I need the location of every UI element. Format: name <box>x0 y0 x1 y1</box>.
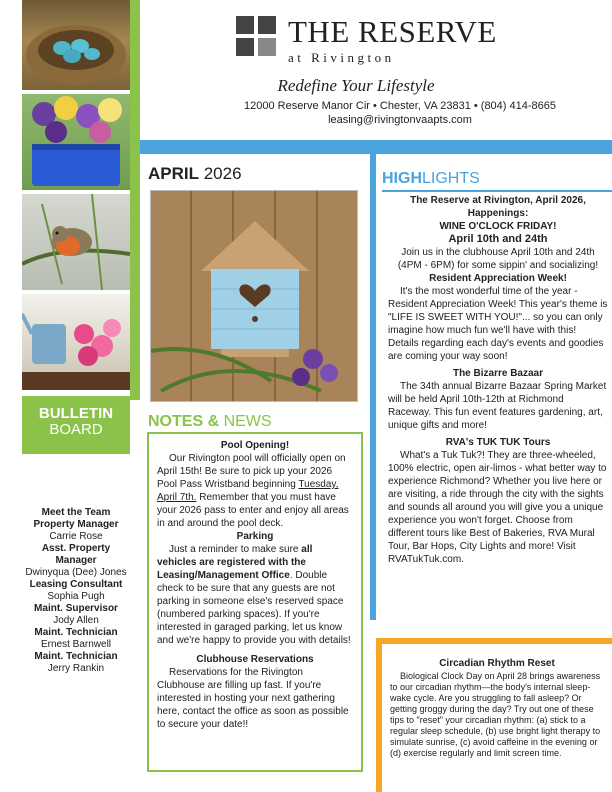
pool-date: Tuesday, April 7th. <box>157 479 339 503</box>
green-accent-strip <box>130 0 140 400</box>
pansy-pot-photo <box>22 94 130 190</box>
notes-news-box <box>147 432 363 772</box>
parking-bold-text: all vehicles are registered with the Leasing/Management Office <box>157 544 313 581</box>
clubhouse-body: Reservations for the Rivington Clubhouse are filling up fast. If you're interested in hosting your next gathering here, contact the office as soon as possible to secure your date!! <box>157 667 349 730</box>
address-line: 12000 Reserve Manor Cir • Chester, VA 23831 • (804) 414-8665 <box>243 100 556 112</box>
circadian-heading: Circadian Rhythm Reset <box>439 658 555 669</box>
parking-text-1: Just a reminder to make sure <box>169 544 302 555</box>
bulletin-line-2: BOARD <box>49 421 103 438</box>
tuk-heading: RVA's TUK TUK Tours <box>445 437 551 448</box>
bulletin-board-heading <box>22 396 130 454</box>
parking-body <box>157 543 353 647</box>
bazaar-heading: The Bizarre Bazaar <box>452 368 544 379</box>
notes-heading-a: NOTES & <box>148 413 220 430</box>
notes-heading-b: NEWS <box>219 413 272 430</box>
month-name: APRIL <box>148 164 199 183</box>
wine-body: Join us in the clubhouse April 10th and 24th (4PM - 6PM) for some sippin' and socializing! <box>397 247 599 271</box>
pool-body <box>157 452 353 530</box>
team-member-name: Carrie Rose <box>49 531 103 542</box>
month-title <box>148 164 242 184</box>
team-member-name: Jody Allen <box>53 615 99 626</box>
highlights-content <box>388 194 608 566</box>
team-list <box>22 507 130 675</box>
team-role: Asst. Property Manager <box>41 543 111 566</box>
circadian-body: Biological Clock Day on April 28 brings awareness to our circadian rhythm—the body's internal sleep-wake cycle. Are you struggling to fall asleep? Or getting groggy during the day? Try out one of these tips to "reset" your circadian rhythm: (a) stick to a regular sleep schedule, (b) use bright light therapy to simulate sunrise, (c) avoid caffeine in the evening or (d) exercise regularly and limit screen time. <box>390 671 601 758</box>
highlights-heading-b: LIGHTS <box>422 170 480 187</box>
team-role: Meet the Team <box>41 507 111 518</box>
resident-body: It's the most wonderful time of the year - Resident Appreciation Week! This year's theme is "LIFE IS SWEET WITH YOU!"... so you can only imagine how much fun we'll have with this! Details regarding each day's events and goodies are coming your way soon! <box>388 286 608 362</box>
team-member-name: Ernest Barnwell <box>40 639 112 650</box>
team-role: Property Manager <box>33 519 119 530</box>
team-member-name: Jerry Rankin <box>47 663 105 674</box>
highlights-rule <box>382 190 612 192</box>
blue-header-bar <box>140 140 612 154</box>
logo-title: THE RESERVE <box>288 14 497 49</box>
wine-dates: April 10th and 24th <box>448 233 548 245</box>
notes-news-heading <box>148 413 272 431</box>
highlights-heading <box>382 170 480 188</box>
tagline: Redefine Your Lifestyle <box>277 76 435 95</box>
clubhouse-heading: Clubhouse Reservations <box>196 654 314 665</box>
bulletin-line-1: BULLETIN <box>38 405 114 422</box>
team-role: Maint. Technician <box>34 651 118 662</box>
logo-subtitle: at Rivington <box>288 50 395 65</box>
parking-heading: Parking <box>236 531 274 542</box>
robin-photo <box>22 194 130 290</box>
team-member-name: Dwinyqua (Dee) Jones <box>25 567 127 578</box>
team-role: Leasing Consultant <box>29 579 123 590</box>
team-role: Maint. Technician <box>34 627 118 638</box>
email-link[interactable]: leasing@rivingtonvaapts.com <box>328 114 472 126</box>
blue-vertical-rule <box>370 150 376 620</box>
pool-text-2: Remember that you must have your 2026 pass to enter and enjoy all areas in and around the pool deck. <box>157 492 349 529</box>
parking-text-2: . Double check to be sure that any guests are not parking in someone else's reserved space (numbered parking spaces). If you're interested in garaged parking, let us know and we're happy to provide you with details! <box>157 570 351 646</box>
resident-heading: Resident Appreciation Week! <box>429 273 567 284</box>
logo-mark-icon <box>236 16 276 56</box>
tuk-body: What's a Tuk Tuk?! They are three-wheeled, 100% electric, open air-limos - what better way to experience Richmond? Whether you live here or are visiting, a ride through the city with the sights and sounds all around you will give you a unique experience you won't forget. Choose from different tours like Best of Bakeries, RVA Mural Tour, Bar Hops, City Lights and more! Visit RVATukTuk.com. <box>388 450 607 565</box>
highlights-heading-a: HIGH <box>382 170 422 187</box>
team-member-name: Sophia Pugh <box>47 591 105 602</box>
highlights-intro: The Reserve at Rivington, April 2026, Happenings: <box>410 195 586 219</box>
watering-can-photo <box>22 294 130 390</box>
month-year: 2026 <box>199 164 242 183</box>
team-role: Maint. Supervisor <box>34 603 118 614</box>
circadian-box <box>376 638 612 792</box>
pool-text-1: Our Rivington pool will officially open on April 15th! Be sure to pick up your 2026 Pool Pass Wristband beginning <box>157 453 346 490</box>
birdhouse-illustration <box>150 190 358 402</box>
bazaar-body: The 34th annual Bizarre Bazaar Spring Market will be held April 10th-12th at Richmond Raceway. This fun event features gardening, art, unique gifts and more! <box>388 381 607 431</box>
pool-heading: Pool Opening! <box>220 440 290 451</box>
wine-heading: WINE O'CLOCK FRIDAY! <box>439 221 557 232</box>
